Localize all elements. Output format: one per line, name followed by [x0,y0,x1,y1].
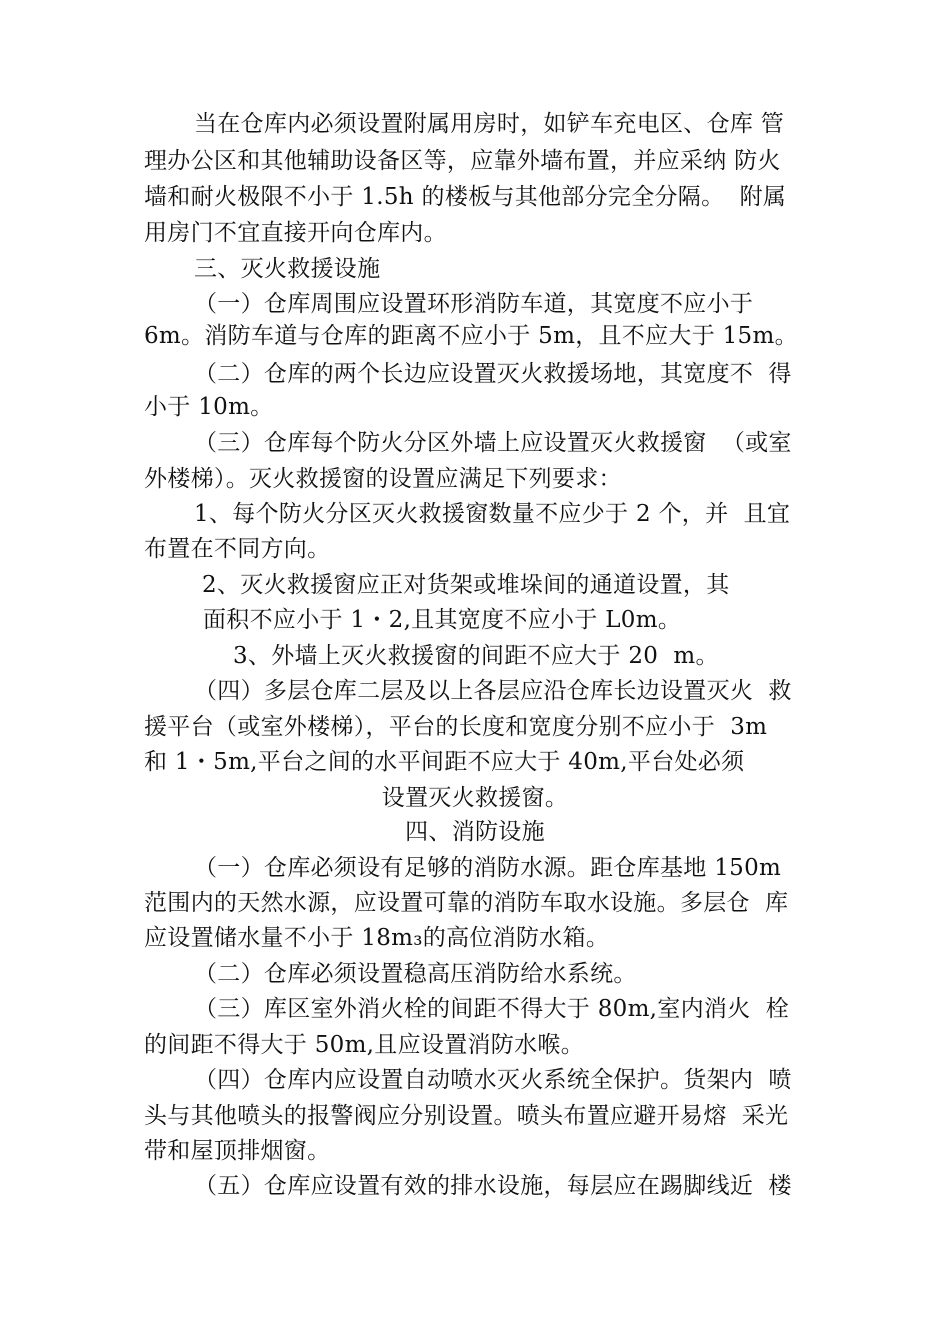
paragraph-line: 带和屋顶排烟窗。 [144,1138,331,1164]
paragraph-line: （一）仓库必须设有足够的消防水源。距仓库基地 150m [194,855,782,881]
paragraph-line: 用房门不宜直接开向仓库内。 [144,220,447,246]
list-item-line: 布置在不同方向。 [144,536,331,562]
paragraph-line: （三）库区室外消火栓的间距不得大于 80m,室内消火 栓 [194,996,790,1022]
paragraph-line: 6m。消防车道与仓库的距离不应小于 5m，且不应大于 15m。 [144,323,798,349]
paragraph-line: 头与其他喷头的报警阀应分别设置。喷头布置应避开易熔 采光 [144,1103,789,1129]
paragraph-line: 和 1・5m,平台之间的水平间距不应大于 40m,平台处必须 [144,749,745,775]
paragraph-line: （五）仓库应设置有效的排水设施，每层应在踢脚线近 楼 [194,1173,792,1199]
paragraph-line: （一）仓库周围应设置环形消防车道，其宽度不应小于 [194,291,754,317]
paragraph-line: 墙和耐火极限不小于 1.5h 的楼板与其他部分完全分隔。 附属 [144,184,787,210]
paragraph-line: （四）多层仓库二层及以上各层应沿仓库长边设置灭火 救 [194,678,792,704]
paragraph-line: 应设置储水量不小于 18m₃的高位消防水箱。 [144,925,610,951]
paragraph-line: 范围内的天然水源，应设置可靠的消防车取水设施。多层仓 库 [144,890,789,916]
paragraph-line: 理办公区和其他辅助设备区等，应靠外墙布置，并应采纳 防火 [144,148,781,174]
paragraph-line: 小于 10m。 [144,394,274,420]
list-item-line: 1、每个防火分区灭火救援窗数量不应少于 2 个，并 且宜 [194,501,791,527]
section-heading: 四、消防设施 [405,819,545,845]
list-item-line: 2、灭火救援窗应正对货架或堆垛间的通道设置，其 [202,572,730,598]
paragraph-line: 的间距不得大于 50m,且应设置消防水喉。 [144,1032,584,1058]
paragraph-line: 外楼梯）。灭火救援窗的设置应满足下列要求： [144,466,622,492]
paragraph-line: 设置灭火救援窗。 [381,785,569,811]
paragraph-line: （三）仓库每个防火分区外墙上应设置灭火救援窗 （或室 [194,430,792,456]
paragraph-line: 援平台（或室外楼梯），平台的长度和宽度分别不应小于 3m [144,714,768,740]
list-item-line: 面积不应小于 1・2,且其宽度不应小于 L0m。 [203,607,682,633]
section-heading: 三、灭火救援设施 [194,256,381,282]
list-item-line: 3、外墙上灭火救援窗的间距不应大于 20 m。 [233,643,719,669]
paragraph-line: （二）仓库必须设置稳高压消防给水系统。 [194,961,637,987]
paragraph-line: （四）仓库内应设置自动喷水灭火系统全保护。货架内 喷 [194,1067,792,1093]
paragraph-line: （二）仓库的两个长边应设置灭火救援场地，其宽度不 得 [194,361,792,387]
paragraph-line: 当在仓库内必须设置附属用房时，如铲车充电区、仓库 管 [194,111,785,137]
